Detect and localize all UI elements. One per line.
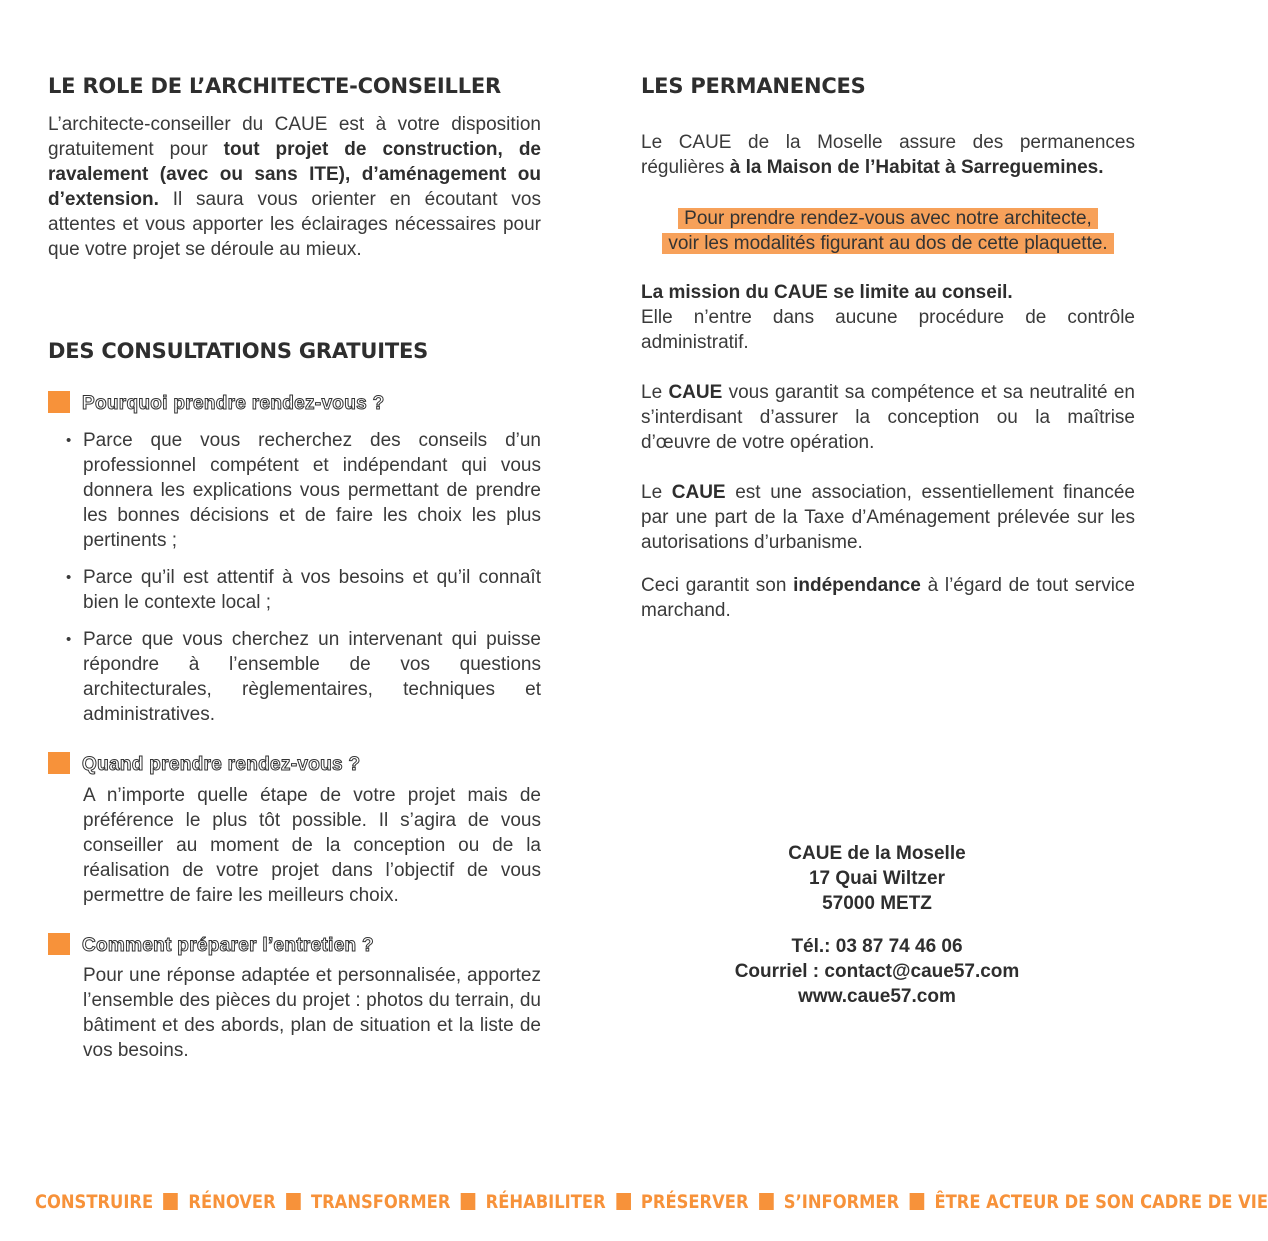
list-item: • Parce qu’il est attentif à vos besoins et qu’il connaît bien le contexte local ; (48, 565, 541, 615)
highlight-line: Pour prendre rendez-vous avec notre architecte, (678, 208, 1098, 229)
consultations-heading: DES CONSULTATIONS GRATUITES (48, 339, 429, 363)
footer-item: CONSTRUIRE (35, 1191, 154, 1213)
appointment-highlight (641, 206, 1135, 256)
email[interactable]: Courriel : contact@caue57.com (734, 961, 1020, 982)
orange-square-icon (286, 1193, 301, 1210)
website-link[interactable]: www.caue57.com (798, 986, 956, 1007)
highlight-line: voir les modalités figurant au dos de cette plaquette. (662, 233, 1113, 254)
org-name: CAUE de la Moselle (788, 843, 966, 864)
footer-item: S’INFORMER (783, 1191, 900, 1213)
how-paragraph: Pour une réponse adaptée et personnalisée, apportez l’ensemble des pièces du projet : photos du terrain, du bâtiment et des abords, plan de situation et la liste de vos besoins. (83, 965, 541, 1061)
guarantee-paragraph: Le CAUE vous garantit sa compétence et sa neutralité en s’interdisant d’assurer la conception ou la maîtrise d’œuvre de votre opération. (641, 382, 1135, 453)
footer-item: ÊTRE ACTEUR DE SON CADRE DE VIE (934, 1191, 1268, 1213)
address-block (641, 841, 1113, 916)
why-list (48, 428, 541, 727)
street: 17 Quai Wiltzer (808, 868, 946, 889)
footer-banner (35, 1191, 1268, 1213)
orange-square-icon (616, 1193, 631, 1210)
permanences-heading: LES PERMANENCES (641, 74, 866, 98)
contact-block (641, 934, 1113, 1009)
list-item: • Parce que vous recherchez des conseils d’un professionnel compétent et indépendant qui vous donnera les explications vous permettant de prendre les bonnes décisions et de faire les choix les plus pertinents ; (48, 428, 541, 553)
orange-square-icon (48, 933, 70, 955)
why-subheading: Pourquoi prendre rendez-vous ? (48, 391, 384, 415)
permanences-paragraph: Le CAUE de la Moselle assure des permanences régulières à la Maison de l’Habitat à Sarreguemines. (641, 132, 1135, 178)
orange-square-icon (461, 1193, 476, 1210)
mission-paragraph: La mission du CAUE se limite au conseil. Elle n’entre dans aucune procédure de contrôle administratif. (641, 282, 1135, 353)
independence-paragraph: Ceci garantit son indépendance à l’égard de tout service marchand. (641, 575, 1135, 621)
role-heading: LE ROLE DE L’ARCHITECTE-CONSEILLER (48, 74, 502, 98)
list-item: • Parce que vous cherchez un intervenant qui puisse répondre à l’ensemble de vos questions architecturales, règlementaires, techniques et administratives. (48, 627, 541, 727)
how-subheading: Comment préparer l’entretien ? (48, 933, 374, 957)
city: 57000 METZ (822, 893, 932, 914)
role-paragraph: L’architecte-conseiller du CAUE est à votre disposition gratuitement pour tout projet de construction, de ravalement (avec ou sans ITE), d’aménagement ou d’extension. Il saura vous orienter en écoutant vos attentes et vous apporter les éclairages nécessaires pour que votre projet se déroule au mieux. (48, 114, 541, 260)
association-paragraph: Le CAUE est une association, essentiellement financée par une part de la Taxe d’Aménagement prélevée sur les autorisations d’urbanisme. (641, 482, 1135, 553)
footer-item: RÉHABILITER (485, 1191, 606, 1213)
footer-item: TRANSFORMER (310, 1191, 451, 1213)
when-paragraph: A n’importe quelle étape de votre projet mais de préférence le plus tôt possible. Il s’agira de vous conseiller au moment de la conception ou de la réalisation de votre projet dans l’objectif de vous permettre de faire les meilleurs choix. (83, 785, 541, 906)
orange-square-icon (163, 1193, 178, 1210)
footer-item: PRÉSERVER (640, 1191, 749, 1213)
orange-square-icon (759, 1193, 774, 1210)
footer-item: RÉNOVER (188, 1191, 276, 1213)
orange-square-icon (909, 1193, 924, 1210)
orange-square-icon (48, 391, 70, 413)
orange-square-icon (48, 752, 70, 774)
when-subheading: Quand prendre rendez-vous ? (48, 752, 360, 776)
phone: Tél.: 03 87 74 46 06 (791, 936, 963, 957)
